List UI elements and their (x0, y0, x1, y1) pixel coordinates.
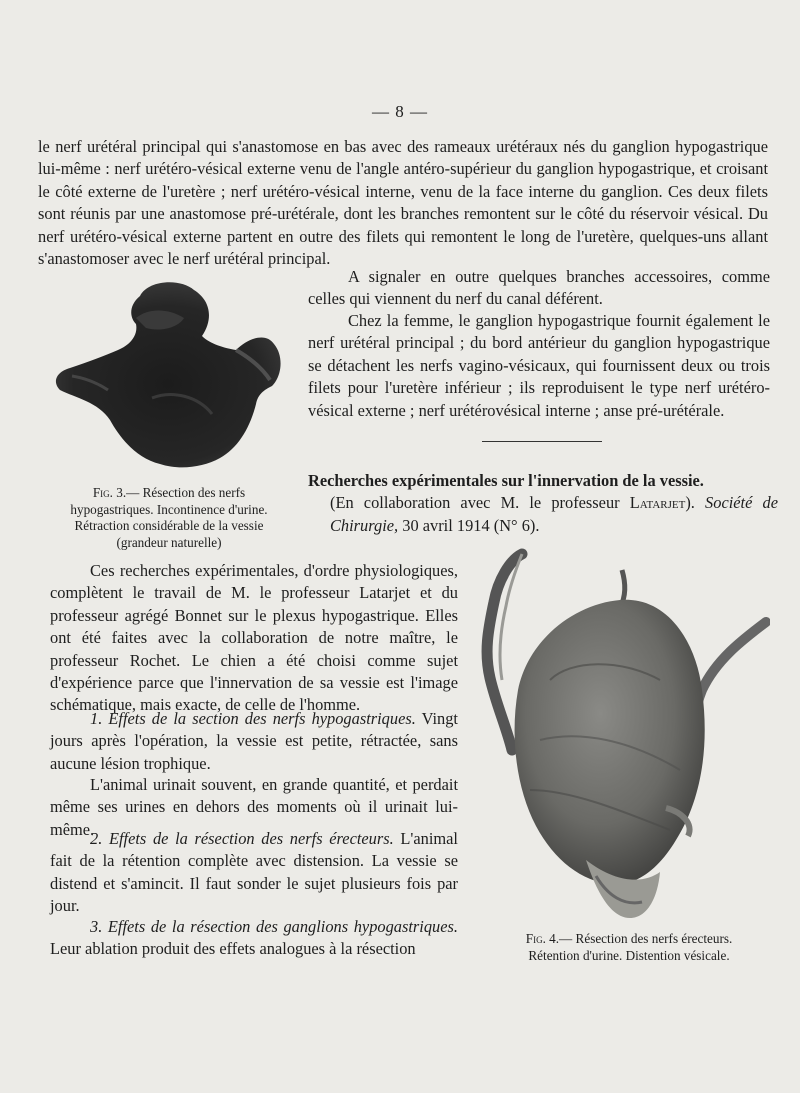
item-3-title: 3. Effets de la résection des ganglions hypogastriques. (90, 917, 458, 936)
right-paragraph-1: A signaler en outre quelques branches accessoires, comme celles qui viennent du nerf du canal déférent. (308, 267, 770, 309)
figure-4-caption-line-2: Rétention d'urine. Distention vésicale. (528, 947, 730, 963)
figure-3-image (52, 278, 290, 472)
section-heading (308, 470, 778, 537)
item-2-title: 2. Effets de la résection des nerfs érecteurs. (90, 829, 394, 848)
section-title: Recherches expérimentales sur l'innervation de la vessie. (308, 471, 704, 490)
item-1 (50, 708, 458, 775)
section-date: 30 avril 1914 (N° 6). (402, 515, 540, 535)
figure-3-label: Fig. 3.— (92, 485, 140, 500)
item-3-text: Leur ablation produit des effets analogues à la résection (50, 939, 416, 959)
item-1-text: Vingt jours après l'opération, la vessie est petite, rétractée, sans aucune lésion trophique. (50, 709, 458, 773)
opening-paragraph: le nerf urétéral principal qui s'anastomose en bas avec des rameaux urétéraux nés du ganglion hypogastrique lui-même : nerf urétéro-vésical externe venu de l'angle antéro-supérieur du ganglion hypogastrique, et croisant le côté externe de l'uretère ; nerf urétéro-vésical interne, venu de la face interne du ganglion. Ces deux filets sont réunis par une anastomose pré-urétérale, dont les branches remontent sur le côté du réservoir vésical. Du nerf urétéro-vésical externe partent en outre des filets qui remontent le long de l'uretère, quelques-uns allant s'anastomoser avec le nerf urétéral principal. (38, 137, 768, 269)
right-paragraph-2: Chez la femme, le ganglion hypogastrique fournit également le nerf urétéral principal ; du bord antérieur du ganglion hypogastrique se détachent les nerfs vagino-vésicaux, qui fournissent deux ou trois filets pour l'uretère inférieur ; ils reproduisent le type nerf urétéro-vésical externe ; nerf urétérovésical interne ; anse pré-urétérale. (308, 311, 770, 420)
item-2 (50, 828, 458, 918)
section-journal: Société de Chirurgie, (330, 493, 778, 535)
figure-3-caption (56, 485, 282, 551)
item-1-title: 1. Effets de la section des nerfs hypogastriques. (90, 709, 416, 728)
figure-3-caption-line-4: (grandeur naturelle) (116, 534, 222, 550)
figure-4-label: Fig. 4.— (525, 931, 573, 946)
figure-3-caption-line-1: Fig. 3.— Résection des nerfs (92, 485, 246, 500)
figure-3-caption-line-3: Rétraction considérable de la vessie (74, 518, 264, 534)
section-author: Latarjet (629, 493, 686, 513)
section-divider (482, 441, 602, 442)
left-intro-paragraph: Ces recherches expérimentales, d'ordre physiologiques, complètent le travail de M. le professeur Latarjet et du professeur agrégé Bonnet sur le plexus hypogastrique. Elles ont été faites avec la collaboration de notre maître, le professeur Rochet. Le chien a été choisi comme sujet d'expérience parce que l'innervation de sa vessie est l'image schématique, mais exacte, de celle de l'homme. (50, 561, 458, 715)
item-3 (50, 916, 458, 961)
section-reference: (En collaboration avec M. le professeur Latarjet). Société de Chirurgie, 30 avril 1914 (N° 6). (330, 493, 778, 535)
item-1-paragraph-2: L'animal urinait souvent, en grande quantité, et perdait même ses urines en dehors des moments où il urinait lui-même. (50, 775, 458, 839)
item-2-text: L'animal fait de la rétention complète avec distension. La vessie se distend et s'amincit. Il faut sonder le sujet plusieurs fois par jour. (50, 829, 458, 916)
figure-4-caption-line-1: Fig. 4.— Résection des nerfs érecteurs. (525, 931, 733, 946)
figure-4-image (470, 540, 770, 925)
figure-4-caption (490, 931, 768, 964)
page-number: — 8 — (372, 102, 428, 121)
figure-3-caption-line-2: hypogastriques. Incontinence d'urine. (70, 501, 268, 517)
